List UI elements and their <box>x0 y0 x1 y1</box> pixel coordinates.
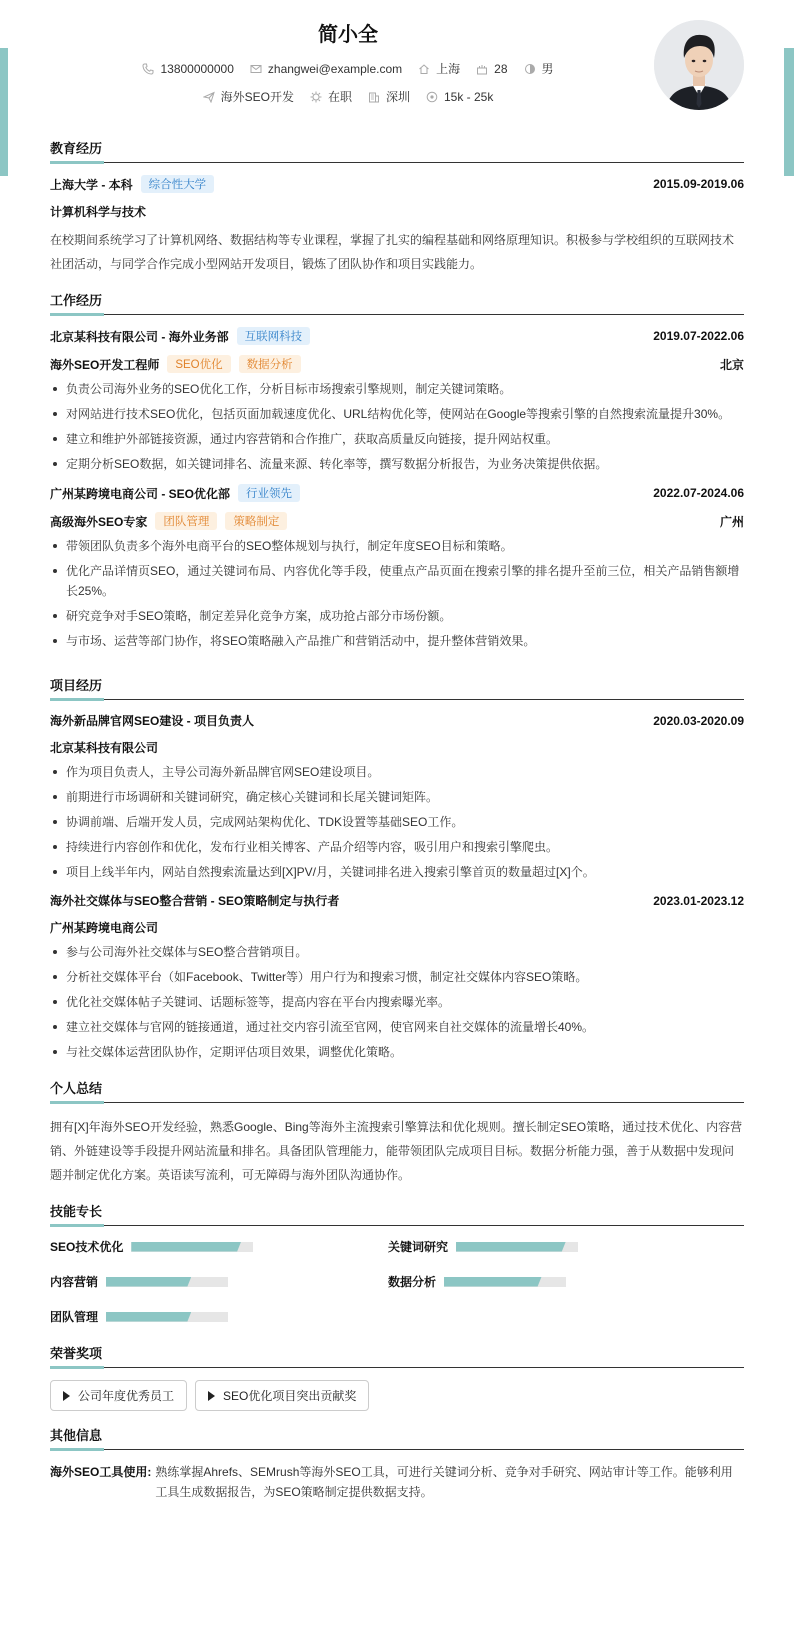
job-city: 广州 <box>719 514 744 529</box>
job-role-row <box>50 512 744 530</box>
list-item: 参与公司海外社交媒体与SEO整合营销项目。 <box>50 942 744 962</box>
job-date: 2022.07-2024.06 <box>653 486 744 500</box>
phone-item <box>142 60 233 77</box>
project-company: 广州某跨境电商公司 <box>50 921 159 935</box>
company-tag: 行业领先 <box>238 484 300 502</box>
email-text: zhangwei@example.com <box>267 61 403 76</box>
list-item: 与社交媒体运营团队协作，定期评估项目效果，调整优化策略。 <box>50 1042 744 1062</box>
send-icon <box>203 91 215 103</box>
age-icon <box>476 63 488 75</box>
project-bullets <box>50 942 744 1062</box>
project-bullets <box>50 762 744 882</box>
list-item: 协调前端、后端开发人员，完成网站架构优化、TDK设置等基础SEO工作。 <box>50 812 744 832</box>
skill-name: 关键词研究 <box>388 1240 449 1254</box>
summary-text: 拥有[X]年海外SEO开发经验，熟悉Google、Bing等海外主流搜索引擎算法和优化规则。擅长制定SEO策略，通过技术优化、内容营销、外链建设等手段提升网站流量和排名。具备团队管理能力，能带领团队完成项目目标。数据分析能力强，善于从数据中发现问题并制定优化方案。英语读写流利，可无障碍与海外团队沟通协作。 <box>50 1120 743 1182</box>
project-header-row <box>50 892 744 909</box>
position-text: 海外SEO开发 <box>220 90 294 104</box>
list-item: 持续进行内容创作和优化，发布行业相关博客、产品介绍等内容，吸引用户和搜索引擎爬虫。 <box>50 837 744 857</box>
job-date: 2019.07-2022.06 <box>653 329 744 343</box>
role-tag: 策略制定 <box>225 512 287 530</box>
skill-name: SEO技术优化 <box>50 1240 124 1254</box>
list-item: 定期分析SEO数据，如关键词排名、流量来源、转化率等，撰写数据分析报告，为业务决策提供依据。 <box>50 454 744 474</box>
gender-text: 男 <box>541 62 554 76</box>
education-desc: 在校期间系统学习了计算机网络、数据结构等专业课程，掌握了扎实的编程基础和网络原理知识。积极参与学校组织的互联网技术社团活动，与同学合作完成小型网站开发项目，锻炼了团队协作和项目实践能力。 <box>50 233 735 271</box>
skill-bar <box>131 1242 253 1252</box>
status-item <box>310 88 352 105</box>
list-item: 建立和维护外部链接资源，通过内容营销和合作推广，获取高质量反向链接，提升网站权重。 <box>50 429 744 449</box>
list-item: 优化社交媒体帖子关键词、话题标签等，提高内容在平台内搜索曝光率。 <box>50 992 744 1012</box>
skills-section <box>50 1201 744 1325</box>
company-name: 广州某跨境电商公司 - SEO优化部 <box>50 486 231 501</box>
city-text: 上海 <box>436 62 461 76</box>
skill-bar-fill <box>106 1312 191 1322</box>
other-section <box>50 1425 744 1502</box>
company-tag: 互联网科技 <box>237 327 311 345</box>
city-item <box>418 60 460 77</box>
salary-icon <box>426 91 438 103</box>
skill-bar-fill <box>444 1277 542 1287</box>
skill-bar-fill <box>106 1277 191 1287</box>
skill-item <box>388 1238 726 1255</box>
phone-icon <box>142 63 154 75</box>
company-name: 北京某科技有限公司 - 海外业务部 <box>50 329 229 344</box>
position-item <box>203 88 294 105</box>
job-role: 高级海外SEO专家 <box>50 514 148 529</box>
projects-title: 项目经历 <box>50 675 744 700</box>
summary-title: 个人总结 <box>50 1078 744 1103</box>
list-item: 与市场、运营等部门协作，将SEO策略融入产品推广和营销活动中，提升整体营销效果。 <box>50 631 744 651</box>
age-text: 28 <box>494 61 508 76</box>
skills-title: 技能专长 <box>50 1201 744 1226</box>
job-role-row <box>50 355 744 373</box>
work-section <box>50 290 744 651</box>
major: 计算机科学与技术 <box>50 205 147 219</box>
status-icon <box>310 91 322 103</box>
gender-icon <box>524 63 536 75</box>
job-header-row <box>50 484 744 502</box>
job-bullets <box>50 379 744 474</box>
target-city-text: 深圳 <box>385 90 410 104</box>
job-city: 北京 <box>719 357 744 372</box>
email-item <box>250 60 402 77</box>
award-label: SEO优化项目突出贡献奖 <box>223 1389 357 1403</box>
project-name: 海外新品牌官网SEO建设 - 项目负责人 <box>50 714 255 728</box>
role-tag: 数据分析 <box>239 355 301 373</box>
job-role: 海外SEO开发工程师 <box>50 357 160 372</box>
skill-item <box>388 1273 726 1290</box>
job-entry <box>50 484 744 651</box>
project-entry <box>50 892 744 1062</box>
other-key: 海外SEO工具使用: <box>50 1465 152 1479</box>
skill-bar <box>106 1277 228 1287</box>
resume-header <box>50 0 744 130</box>
skill-bar-fill <box>131 1242 241 1252</box>
avatar <box>654 20 744 110</box>
contact-row <box>50 60 646 77</box>
summary-section <box>50 1078 744 1187</box>
project-company: 北京某科技有限公司 <box>50 741 159 755</box>
education-title: 教育经历 <box>50 138 744 163</box>
avatar-portrait <box>654 20 744 110</box>
awards-section <box>50 1343 744 1411</box>
skill-name: 团队管理 <box>50 1310 99 1324</box>
project-name: 海外社交媒体与SEO整合营销 - SEO策略制定与执行者 <box>50 894 340 908</box>
awards-title: 荣誉奖项 <box>50 1343 744 1368</box>
project-entry <box>50 712 744 882</box>
job-bullets <box>50 536 744 651</box>
skill-bar <box>456 1242 578 1252</box>
skill-item <box>50 1308 388 1325</box>
job-entry <box>50 327 744 474</box>
skill-bar <box>444 1277 566 1287</box>
job-intent-row <box>50 88 646 105</box>
projects-section <box>50 675 744 1062</box>
job-header-row <box>50 327 744 345</box>
right-accent-bar <box>784 48 794 176</box>
project-date: 2020.03-2020.09 <box>653 713 744 728</box>
project-date: 2023.01-2023.12 <box>653 893 744 908</box>
skill-bar <box>106 1312 228 1322</box>
list-item: 项目上线半年内，网站自然搜索流量达到[X]PV/月，关键词排名进入搜索引擎首页的数量超过[X]个。 <box>50 862 744 882</box>
project-header-row <box>50 712 744 729</box>
education-header-row <box>50 175 744 193</box>
mail-icon <box>250 63 262 75</box>
skill-name: 内容营销 <box>50 1275 99 1289</box>
target-city-item <box>368 88 410 105</box>
work-title: 工作经历 <box>50 290 744 315</box>
salary-text: 15k - 25k <box>444 89 494 104</box>
play-icon <box>208 1391 215 1401</box>
role-tag: SEO优化 <box>167 355 230 373</box>
education-date: 2015.09-2019.06 <box>653 177 744 191</box>
other-title: 其他信息 <box>50 1425 744 1450</box>
skill-item <box>50 1238 388 1255</box>
school-name: 上海大学 - 本科 <box>50 177 133 192</box>
list-item: 对网站进行技术SEO优化，包括页面加载速度优化、URL结构优化等，使网站在Google等搜索引擎的自然搜索流量提升30%。 <box>50 404 744 424</box>
building-icon <box>368 91 380 103</box>
home-icon <box>418 63 430 75</box>
list-item: 前期进行市场调研和关键词研究，确定核心关键词和长尾关键词矩阵。 <box>50 787 744 807</box>
award-item <box>50 1380 187 1411</box>
skills-grid <box>50 1238 744 1325</box>
award-label: 公司年度优秀员工 <box>78 1389 175 1403</box>
role-tag: 团队管理 <box>155 512 217 530</box>
skill-name: 数据分析 <box>388 1275 437 1289</box>
resume-page <box>50 0 744 1502</box>
skill-item <box>50 1273 388 1290</box>
skill-bar-fill <box>456 1242 566 1252</box>
other-value: 熟练掌握Ahrefs、SEMrush等海外SEO工具，可进行关键词分析、竞争对手研究、网站审计等工作。能够利用工具生成数据报告，为SEO策略制定提供数据支持。 <box>155 1465 733 1499</box>
salary-item <box>426 88 493 105</box>
award-item <box>195 1380 369 1411</box>
gender-item <box>524 60 554 77</box>
list-item: 分析社交媒体平台（如Facebook、Twitter等）用户行为和搜索习惯，制定社交媒体内容SEO策略。 <box>50 967 744 987</box>
status-text: 在职 <box>327 90 352 104</box>
list-item: 带领团队负责多个海外电商平台的SEO整体规划与执行，制定年度SEO目标和策略。 <box>50 536 744 556</box>
education-section <box>50 138 744 276</box>
list-item: 研究竞争对手SEO策略，制定差异化竞争方案，成功抢占部分市场份额。 <box>50 606 744 626</box>
list-item: 优化产品详情页SEO，通过关键词布局、内容优化等手段，使重点产品页面在搜索引擎的排名提升至前三位，相关产品销售额增长25%。 <box>50 561 744 601</box>
list-item: 建立社交媒体与官网的链接通道，通过社交内容引流至官网，使官网来自社交媒体的流量增长40%。 <box>50 1017 744 1037</box>
play-icon <box>63 1391 70 1401</box>
school-tag: 综合性大学 <box>141 175 215 193</box>
other-info-row <box>50 1462 744 1502</box>
candidate-name: 简小全 <box>318 24 378 46</box>
list-item: 作为项目负责人，主导公司海外新品牌官网SEO建设项目。 <box>50 762 744 782</box>
phone-text: 13800000000 <box>160 61 234 76</box>
list-item: 负责公司海外业务的SEO优化工作，分析目标市场搜索引擎规则，制定关键词策略。 <box>50 379 744 399</box>
left-accent-bar <box>0 48 8 176</box>
age-item <box>476 60 507 77</box>
awards-list <box>50 1380 744 1411</box>
